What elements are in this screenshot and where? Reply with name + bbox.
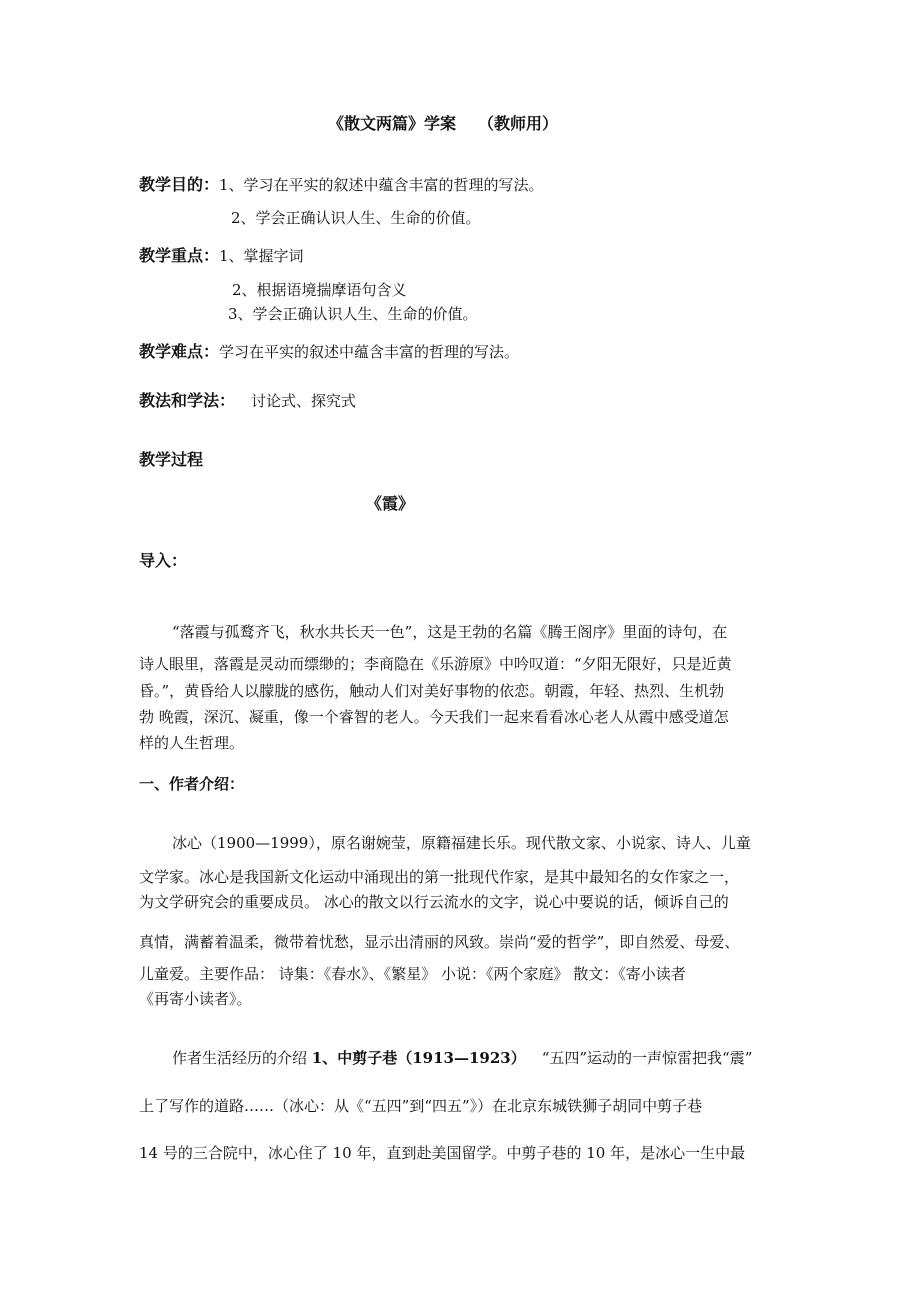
- author-line-1: 冰心（1900—1999），原名谢婉莹，原籍福建长乐。现代散文家、小说家、诗人、儿童: [172, 834, 751, 852]
- title-sub: （教师用）: [478, 114, 559, 133]
- key-points-item-1: 1、掌握字词: [219, 247, 304, 265]
- life-prefix: 作者生活经历的介绍: [172, 1049, 312, 1067]
- author-line-5: 儿童爱。主要作品： 诗集：《春水》、《繁星》 小说：《两个家庭》 散文：《寄小读者: [139, 965, 686, 983]
- methods-text: 讨论式、探究式: [251, 392, 357, 410]
- intro-line-1: “落霞与孤鹜齐飞，秋水共长天一色”，这是王勃的名篇《腾王阁序》里面的诗句，在: [172, 623, 728, 641]
- methods-line: [139, 391, 356, 411]
- key-points-item-3: 3、学会正确认识人生、生命的价值。: [228, 305, 478, 323]
- difficulty-text: 学习在平实的叙述中蕴含丰富的哲理的写法。: [219, 343, 520, 361]
- objectives-label: 教学目的：: [139, 175, 220, 194]
- author-line-3: 为文学研究会的重要成员。 冰心的散文以行云流水的文字，说心中要说的话，倾诉自己的: [139, 893, 729, 911]
- key-points-line-1: [139, 246, 304, 266]
- author-line-2: 文学家。冰心是我国新文化运动中涌现出的第一批现代作家，是其中最知名的女作家之一，: [139, 868, 740, 886]
- intro-line-3: 昏。”，黄昏给人以朦胧的感伤，触动人们对美好事物的依恋。朝霞，年轻、热烈、生机勃: [139, 682, 725, 700]
- lesson-title: 《霞》: [366, 494, 415, 513]
- intro-line-2: 诗人眼里，落霞是灵动而缥缈的；李商隐在《乐游原》中吟叹道：“夕阳无限好，只是近黄: [139, 655, 732, 673]
- key-points-item-2: 2、根据语境揣摩语句含义: [232, 281, 407, 299]
- life-line-2: 上了写作的道路……（冰心：从《“五四”到“四五”》）在北京东城铁狮子胡同中剪子巷: [139, 1097, 703, 1115]
- difficulty-line: [139, 342, 519, 362]
- life-rest: “五四”运动的一声惊雷把我“震”: [541, 1049, 753, 1067]
- intro-line-5: 样的人生哲理。: [139, 734, 245, 752]
- author-line-6: 《再寄小读者》。: [139, 990, 252, 1008]
- document-title: [328, 114, 558, 134]
- process-heading: 教学过程: [139, 450, 204, 469]
- objectives-line-1: [139, 175, 544, 195]
- author-line-4: 真情，满蓄着温柔，微带着忧愁，显示出清丽的风致。崇尚“爱的哲学”，即自然爱、母爱、: [139, 933, 740, 951]
- life-heading: 1、中剪子巷（1913—1923）: [311, 1049, 526, 1067]
- title-main: 《散文两篇》学案: [328, 114, 457, 133]
- intro-line-4: 勃 晚霞，深沉、凝重，像一个睿智的老人。今天我们一起来看看冰心老人从霞中感受道怎: [139, 708, 729, 726]
- life-line-1: [172, 1048, 752, 1068]
- intro-heading: 导入：: [139, 551, 188, 570]
- methods-label: 教法和学法：: [139, 391, 236, 410]
- key-points-label: 教学重点：: [139, 246, 220, 265]
- life-line-3: 14 号的三合院中，冰心住了 10 年，直到赴美国留学。中剪子巷的 10 年，是冰心一生中最: [139, 1144, 746, 1162]
- difficulty-label: 教学难点：: [139, 342, 220, 361]
- objectives-item-1: 1、学习在平实的叙述中蕴含丰富的哲理的写法。: [219, 176, 544, 194]
- objectives-item-2: 2、学会正确认识人生、生命的价值。: [231, 209, 481, 227]
- author-heading: 一、作者介绍：: [139, 775, 245, 793]
